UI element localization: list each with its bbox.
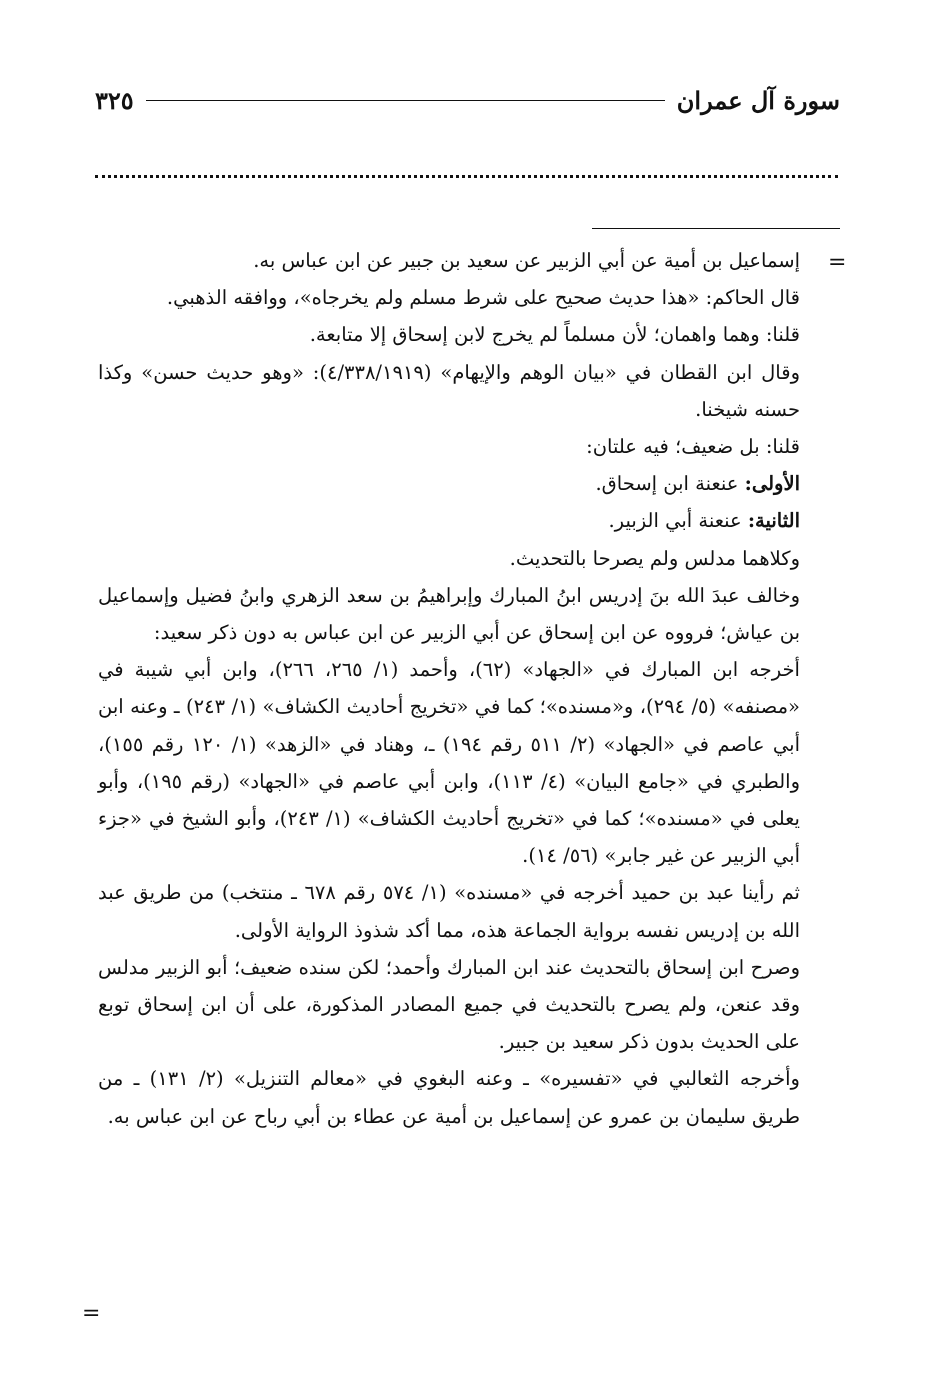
paragraph — [98, 279, 800, 316]
paragraph — [98, 465, 800, 502]
paragraph-lead: الأولى: — [744, 472, 800, 496]
paragraph — [98, 540, 800, 577]
paragraph-text: ثم رأينا عبد بن حميد أخرجه في «مسنده» (١/ ٥٧٤ رقم ٦٧٨ ـ منتخب) من طريق عبد الله بن إدريس نفسه برواية الجماعة هذه، مما أكد شذوذ الرواية الأولى. — [98, 881, 800, 942]
running-header — [95, 82, 840, 118]
paragraph-text: عنعنة أبي الزبير. — [608, 509, 742, 533]
continuation-mark-top: = — [828, 250, 847, 275]
dotted-separator — [95, 175, 838, 178]
paragraph — [98, 874, 800, 948]
paragraph-text: وقال ابن القطان في «بيان الوهم والإيهام» (٤/٣٣٨/١٩١٩): «وهو حديث حسن» وكذا حسنه شيخنا. — [98, 360, 800, 421]
paragraph — [98, 316, 800, 353]
paragraph-text: قال الحاكم: «هذا حديث صحيح على شرط مسلم ولم يخرجاه»، ووافقه الذهبي. — [166, 286, 800, 310]
paragraph-text: عنعنة ابن إسحاق. — [595, 472, 739, 496]
paragraph — [98, 651, 800, 874]
continuation-mark-bottom: = — [82, 1301, 101, 1326]
paragraph-text: وأخرجه الثعالبي في «تفسيره» ـ وعنه البغوي في «معالم التنزيل» (٢/ ١٣١) ـ من طريق سليمان بن عمرو عن إسماعيل بن أمية عن عطاء بن أبي رباح عن ابن عباس به. — [98, 1067, 800, 1128]
footnote-separator — [592, 228, 840, 229]
header-rule — [146, 100, 665, 101]
paragraph-text: وخالف عبدَ الله بنَ إدريس ابنُ المبارك وإبراهيمُ بن سعد الزهري وابنُ فضيل وإسماعيل بن عياش؛ فرووه عن ابن إسحاق عن أبي الزبير عن ابن عباس به دون ذكر سعيد: — [98, 583, 800, 645]
paragraph — [98, 1060, 800, 1134]
footnote-body — [98, 242, 800, 1135]
paragraph — [98, 354, 800, 428]
paragraph — [98, 502, 800, 539]
paragraph-text: وكلاهما مدلس ولم يصرحا بالتحديث. — [509, 546, 800, 570]
paragraph — [98, 949, 800, 1061]
paragraph — [98, 242, 800, 279]
paragraph — [98, 428, 800, 465]
surah-title: سورة آل عمران — [676, 85, 840, 115]
page-number: ٣٢٥ — [95, 85, 134, 115]
paragraph-text: أخرجه ابن المبارك في «الجهاد» (٦٢)، وأحمد (١/ ٢٦٥، ٢٦٦)، وابن أبي شيبة في «مصنفه» (٥/ ٢٩٤)، و«مسنده»؛ كما في «تخريج أحاديث الكشاف» (١/ ٢٤٣) ـ وعنه ابن أبي عاصم في «الجهاد» (٢/ ٥١١ رقم ١٩٤) ـ، وهناد في «الزهد» (١/ ١٢٠ رقم ١٥٥)، والطبري في «جامع البيان» (٤/ ١١٣)، وابن أبي عاصم في «الجهاد» (رقم ١٩٥)، وأبو يعلى في «مسنده»؛ كما في «تخريج أحاديث الكشاف» (١/ ٢٤٣)، وأبو الشيخ في «جزء أبي الزبير عن غير جابر» (٥٦/ ١٤). — [98, 658, 800, 868]
paragraph-text: إسماعيل بن أمية عن أبي الزبير عن سعيد بن جبير عن ابن عباس به. — [253, 249, 800, 272]
paragraph-lead: الثانية: — [747, 509, 800, 533]
paragraph-text: وصرح ابن إسحاق بالتحديث عند ابن المبارك وأحمد؛ لكن سنده ضعيف؛ أبو الزبير مدلس وقد عنعن، ولم يصرح بالتحديث في جميع المصادر المذكورة، على أن ابن إسحاق توبع على الحديث بدون ذكر سعيد بن جبير. — [98, 955, 800, 1054]
paragraph-text: قلنا: وهما واهمان؛ لأن مسلماً لم يخرج لابن إسحاق إلا متابعة. — [309, 323, 800, 347]
paragraph-text: قلنا: بل ضعيف؛ فيه علتان: — [586, 435, 800, 459]
paragraph — [98, 577, 800, 651]
